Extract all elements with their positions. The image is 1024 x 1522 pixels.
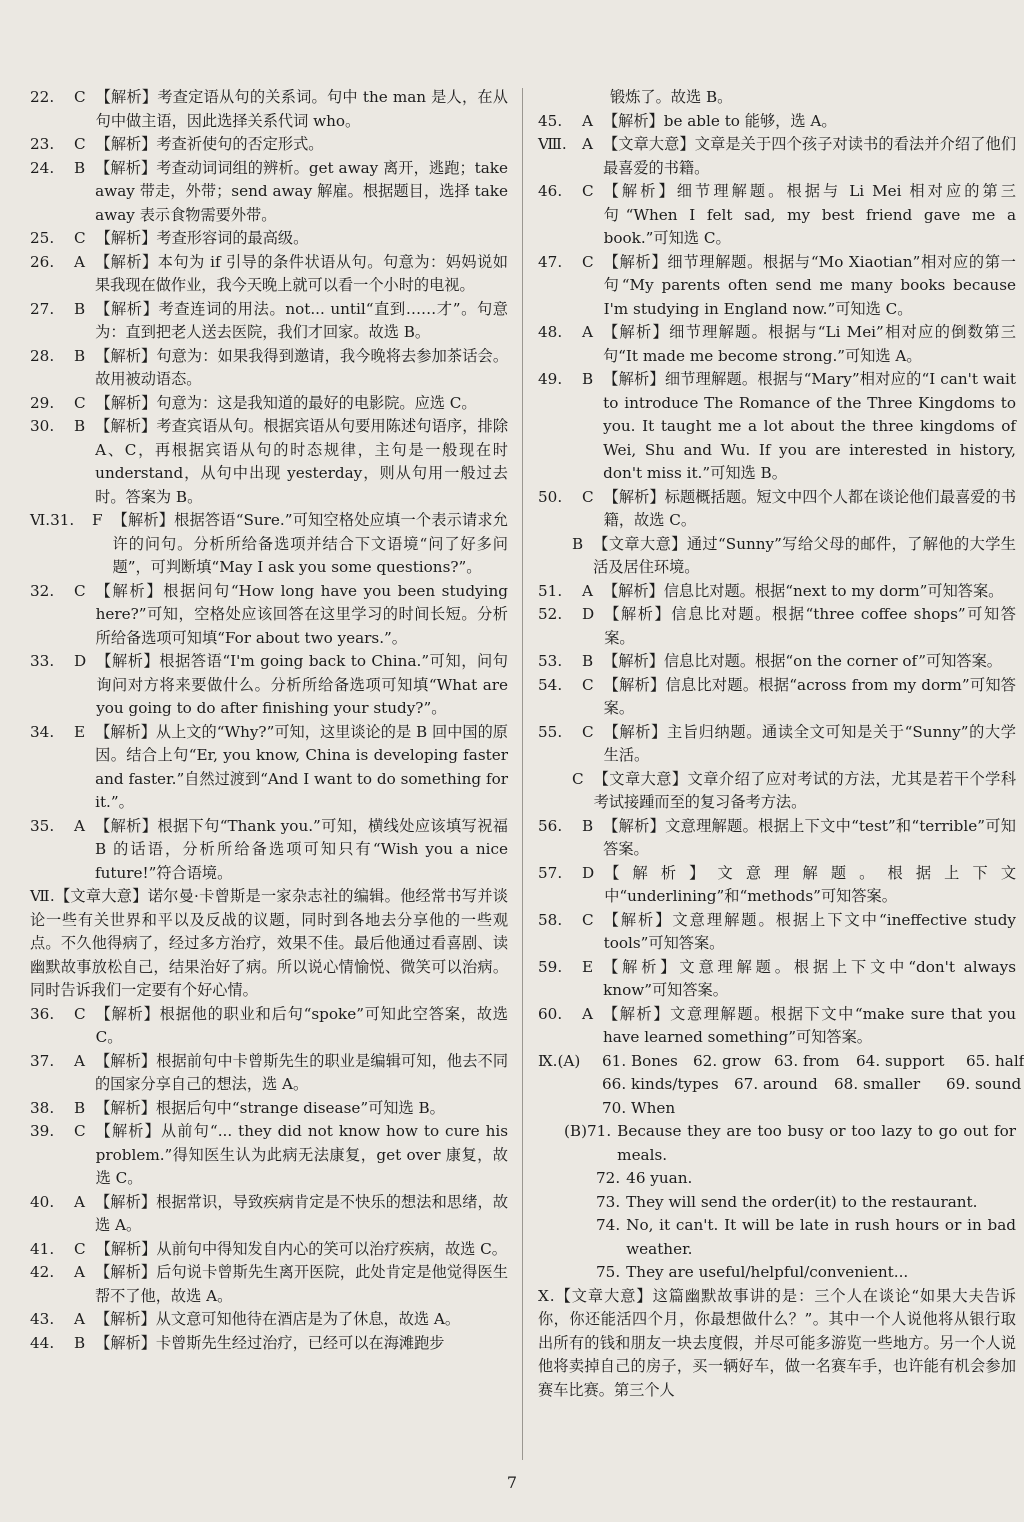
question-number: 30. [30,417,55,435]
answer-letter: A [74,1263,85,1281]
fill-item: 70. When [602,1098,676,1117]
answer-letter: A [582,111,593,130]
explanation-text: 【文章大意】文章是关于四个孩子对读书的看法并介绍了他们最喜爱的书籍。 [602,135,1016,177]
question-number: Ⅵ.31. [30,511,75,529]
explanation-text: 【解析】后句说卡曾斯先生离开医院，此处肯定是他觉得医生帮不了他，故选 A。 [94,1263,508,1305]
fill-item: 69. sound [946,1075,1022,1093]
explanation-text: 【解析】考查定语从句的关系词。句中 the man 是人，在从句中做主语，因此选择关系代词 who。 [95,88,508,130]
answer-entry [30,1097,508,1121]
answer-letter: C [572,769,584,788]
right-column [538,86,1024,1402]
fill-item: 64. support [856,1051,945,1070]
question-number: 48. [538,323,563,341]
question-number: 59. [538,957,563,976]
explanation-text: 【解析】文意理解题。根据下文中“make sure that you have learned something”可知答案。 [602,1004,1016,1046]
answer-entry [30,415,508,509]
question-number: 37. [30,1051,55,1070]
explanation-text: 【解析】文意理解题。根据上下文中“underlining”和“methods”可知答案。 [604,863,1016,905]
question-number: 60. [538,1004,563,1023]
explanation-text: 【解析】考查祈使句的否定形式。 [95,135,324,153]
fill-item: 65. half [966,1051,1024,1070]
question-number: 44. [30,1333,55,1352]
question-number: 47. [538,252,563,271]
answer-letter: C [582,487,594,506]
question-number: 74. [596,1216,621,1234]
answer-letter: C [74,88,86,106]
short-answer-entry [538,1120,1016,1167]
answer-entry [538,133,1016,180]
answer-letter: C [582,722,594,741]
question-number: 45. [538,111,563,130]
explanation-text: 【解析】文意理解题。根据上下文中“ineffective study tools”可知答案。 [603,910,1016,952]
answer-letter: C [582,910,594,929]
answer-entry [538,768,1016,815]
fill-item: 67. around [734,1075,818,1093]
question-number: 51. [538,581,563,600]
answer-entry [30,1238,508,1262]
question-number: 26. [30,252,55,271]
answer-entry [538,110,1016,134]
answer-entry [538,251,1016,322]
question-number: 42. [30,1263,55,1281]
fill-item: 68. smaller [834,1075,921,1093]
answer-letter: C [582,252,594,271]
question-number: 41. [30,1239,55,1258]
answer-letter: A [74,816,85,835]
column-divider [522,88,523,1460]
answer-entry [30,721,508,815]
question-number: 54. [538,675,563,694]
question-number: 72. [596,1169,621,1187]
answer-letter: C [74,581,86,600]
answer-text: They will send the order(it) to the restaurant. [626,1192,978,1211]
answer-letter: C [74,1004,86,1023]
question-number: 25. [30,229,55,247]
explanation-text: 【解析】文意理解题。根据上下文中“test”和“terrible”可知答案。 [603,816,1016,858]
answer-entry [538,368,1016,486]
answer-entry [30,298,508,345]
answer-entry [30,509,508,580]
answer-letter: A [582,135,593,153]
explanation-text: 【解析】be able to 能够，选 A。 [602,111,837,130]
answer-entry [30,157,508,228]
fill-item: 62. grow [693,1051,762,1070]
answer-letter: B [582,652,594,670]
explanation-text: 【解析】细节理解题。根据与 Li Mei 相对应的第三句“When I felt sad, my best friend gave me a book.”可知选 C。 [603,182,1016,247]
answer-letter: B [74,158,86,177]
question-number: 73. [596,1192,621,1211]
explanation-text: 【解析】细节理解题。根据与“Mary”相对应的“I can't wait to introduce The Romance of the Three Kingdoms to you. It taught me a lot about the three kingdoms of Wei, Shu and Wu. If you are interested in history, don't miss it.”可知选 B。 [603,370,1016,482]
answer-letter: E [74,722,86,741]
explanation-text: 【解析】根据常识，导致疾病肯定是不快乐的想法和思绪，故选 A。 [94,1192,508,1234]
answer-entry [538,815,1016,862]
explanation-text: 【解析】信息比对题。根据“next to my dorm”可知答案。 [602,581,1004,600]
answer-letter: D [74,652,87,670]
fill-item: 66. kinds/types [602,1075,719,1093]
answer-letter: C [74,135,86,153]
explanation-text: 【解析】信息比对题。根据“across from my dorm”可知答案。 [603,675,1016,717]
question-number: 39. [30,1122,55,1140]
question-number: 55. [538,722,563,741]
explanation-text: 【解析】句意为：这是我知道的最好的电影院。应选 C。 [95,393,477,412]
question-number: 46. [538,182,563,200]
answer-letter: B [74,299,86,318]
answer-letter: B [582,816,594,835]
question-number: 36. [30,1004,55,1023]
question-number: 75. [596,1263,621,1281]
right-entries [538,110,1016,1050]
question-number: 35. [30,816,55,835]
explanation-text: 【解析】句意为：如果我得到邀请，我今晚将去参加茶话会。故用被动语态。 [95,346,508,388]
fill-row-1 [538,1050,1024,1074]
answer-entry [538,674,1016,721]
continued-text: 锻炼了。故选 B。 [610,88,733,106]
answer-entry [30,86,508,133]
answer-letter: A [582,323,593,341]
answer-entry [30,1261,508,1308]
answer-letter: B [74,1333,86,1352]
answer-letter: B [572,534,584,553]
explanation-text: 【解析】考查形容词的最高级。 [95,229,309,247]
answer-letter: B [74,1098,86,1117]
question-number: 40. [30,1192,55,1211]
answer-entry [30,133,508,157]
explanation-text: 【解析】根据他的职业和后句“spoke”可知此空答案，故选 C。 [95,1004,508,1046]
answer-letter: E [582,957,594,976]
answer-text: 46 yuan. [626,1169,693,1187]
explanation-text: 【解析】考查宾语从句。根据宾语从句要用陈述句语序，排除 A、C，再根据宾语从句的时态规律，主句是一般现在时 understand，从句中出现 yesterday，则从句用一般过去时。答案为 B。 [95,417,508,506]
answer-text: They are useful/helpful/convenient... [626,1263,909,1281]
answer-entry [30,1308,508,1332]
answer-entry [30,650,508,721]
answer-letter: A [582,1004,593,1023]
answer-letter: C [74,1239,86,1258]
answer-entry [30,227,508,251]
question-number: 27. [30,299,55,318]
short-answer-entry [538,1191,1016,1215]
answer-letter: A [74,252,85,271]
section-ix-b [538,1120,1016,1285]
answer-entry [538,580,1016,604]
answer-entry [538,721,1016,768]
answer-entry [538,862,1016,909]
answer-letter: C [582,182,594,200]
answer-letter: C [74,393,86,412]
question-number: 34. [30,722,55,741]
question-number: 52. [538,605,563,623]
answer-entry [538,180,1016,251]
answer-letter: A [74,1192,85,1211]
answer-entry [538,533,1016,580]
explanation-text: 【解析】细节理解题。根据与“Li Mei”相对应的倒数第三句“It made me become strong.”可知选 A。 [602,323,1016,365]
explanation-text: 【解析】从前句“... they did not know how to cure his problem.”得知医生认为此病无法康复，get over 康复，故选 C。 [95,1122,508,1187]
answer-entry [538,603,1016,650]
explanation-text: 【解析】根据后句中“strange disease”可知选 B。 [95,1098,445,1117]
short-answer-entry [538,1214,1016,1261]
section-x-summary: Ⅹ.【文章大意】这篇幽默故事讲的是：三个人在谈论“如果大夫告诉你，你还能活四个月，你最想做什么？”。其中一个人说他将从银行取出所有的钱和朋友一块去度假，并尽可能多游览一些地方。另一个人说他将卖掉自己的房子，买一辆好车，做一名赛车手，也许能有机会参加赛车比赛。第三个人 [538,1286,1016,1399]
explanation-text: 【解析】根据答语“I'm going back to China.”可知，问句询问对方将来要做什么。分析所给备选项可知填“What are you going to do after finishing your study?”。 [96,652,508,717]
question-number: 24. [30,158,55,177]
short-answer-entry [538,1261,1016,1285]
fill-label: Ⅸ.(A) [538,1051,581,1070]
answer-letter: C [74,1122,86,1140]
explanation-text: 【解析】信息比对题。根据“on the corner of”可知答案。 [603,652,1002,670]
answer-entry [30,345,508,392]
question-number: 58. [538,910,563,929]
question-number: 49. [538,370,563,388]
answer-letter: B [74,417,86,435]
answer-entry [30,1120,508,1191]
explanation-text: 【解析】标题概括题。短文中四个人都在谈论他们最喜爱的书籍，故选 C。 [603,487,1016,529]
section-ix-a [538,1050,1024,1121]
explanation-text: 【解析】从上文的“Why?”可知，这里谈论的是 B 回中国的原因。结合上句“Er, you know, China is developing faster and faster.”自然过渡到“And I want to do something for it.”。 [95,722,509,811]
fill-item: 61. Bones [602,1051,678,1070]
question-number [538,768,572,815]
question-number: 56. [538,816,563,835]
answer-text: No, it can't. It will be late in rush hours or in bad weather. [626,1216,1016,1258]
fill-row-3 [538,1097,1016,1121]
explanation-text: 【解析】考查动词词组的辨析。get away 离开，逃跑；take away 带走，外带；send away 解雇。根据题目，选择 take away 表示食物需要外带。 [95,158,508,224]
explanation-text: 【解析】文意理解题。根据上下文中“don't always know”可知答案。 [603,957,1016,999]
page-number: 7 [506,1473,518,1492]
answer-letter: B [582,370,594,388]
explanation-text: 【解析】主旨归纳题。通读全文可知是关于“Sunny”的大学生活。 [603,722,1016,764]
question-number: 28. [30,346,55,365]
answer-entry [538,1003,1016,1050]
answer-entry [30,251,508,298]
question-number: 53. [538,652,563,670]
question-number: 29. [30,393,55,412]
answer-entry [538,909,1016,956]
answer-entry [30,1191,508,1238]
question-number [538,533,572,580]
explanation-text: 【解析】考查连词的用法。not... until“直到……才”。句意为：直到把老人送去医院，我们才回家。故选 B。 [95,299,508,341]
answer-letter: B [74,346,86,365]
question-number: (B)71. [564,1122,612,1140]
question-number: 32. [30,581,55,600]
answer-letter: C [74,229,86,247]
explanation-text: 【文章大意】文章介绍了应对考试的方法，尤其是若干个学科考试接踵而至的复习备考方法。 [593,769,1016,811]
question-number: 43. [30,1310,55,1328]
answer-entry [30,815,508,886]
answer-letter: A [74,1051,85,1070]
explanation-text: 【解析】卡曾斯先生经过治疗，已经可以在海滩跑步 [95,1333,445,1352]
answer-entry [30,1050,508,1097]
fill-row-2 [538,1073,1022,1097]
short-answer-entry [538,1167,1016,1191]
question-number: 57. [538,863,563,882]
explanation-text: 【解析】从文意可知他待在酒店是为了休息，故选 A。 [94,1310,461,1328]
answer-entry [30,580,508,651]
explanation-text: 【解析】细节理解题。根据与“Mo Xiaotian”相对应的第一句“My parents often send me many books because I'm studying in England now.”可知选 C。 [603,252,1016,318]
answer-letter: F [92,511,103,529]
answer-letter: C [582,675,594,694]
answer-entry [30,1332,508,1356]
explanation-text: 【解析】根据下句“Thank you.”可知，横线处应该填写祝福 B 的话语，分析所给备选项可知只有“Wish you a nice future!”符合语境。 [94,816,508,882]
left-column [30,86,508,1355]
answer-entry [30,392,508,416]
answer-entry [538,650,1016,674]
answer-letter: A [582,581,593,600]
answer-entry [538,321,1016,368]
explanation-text: 【解析】根据答语“Sure.”可知空格处应填一个表示请求允许的问句。分析所给备选项并结合下文语境“问了好多问题”，可判断填“May I ask you some questions?”。 [112,511,508,576]
question-number: Ⅷ. [538,135,567,153]
answer-entry [30,1003,508,1050]
answer-letter: A [74,1310,85,1328]
explanation-text: 【解析】根据问句“How long have you been studying here?”可知，空格处应该回答在这里学习的时间长短。分析所给备选项可知填“For about two years.”。 [95,581,508,647]
explanation-text: 【解析】根据前句中卡曾斯先生的职业是编辑可知，他去不同的国家分享自己的想法，选 A。 [94,1051,508,1093]
explanation-text: 【解析】本句为 if 引导的条件状语从句。句意为：妈妈说如果我现在做作业，我今天晚上就可以看一个小时的电视。 [94,252,508,294]
answer-entry [538,956,1016,1003]
question-number: 33. [30,652,55,670]
fill-item: 63. from [774,1051,840,1070]
explanation-text: 【解析】信息比对题。根据“three coffee shops”可知答案。 [604,605,1016,647]
explanation-text: 【解析】从前句中得知发自内心的笑可以治疗疾病，故选 C。 [95,1239,507,1258]
section-summary: Ⅶ.【文章大意】诺尔曼·卡曾斯是一家杂志社的编辑。他经常书写并谈论一些有关世界和平以及反战的议题，同时到各地去分享他的一些观点。不久他得病了，经过多方治疗，效果不佳。最后他通过看喜剧、读幽默故事放松自己，结果治好了病。所以说心情愉悦、微笑可以治病。同时告诉我们一定要有个好心情。 [30,887,508,999]
question-number: 23. [30,135,55,153]
explanation-text: 【文章大意】通过“Sunny”写给父母的邮件，了解他的大学生活及居住环境。 [593,534,1016,576]
answer-entry [538,486,1016,533]
question-number: 22. [30,88,55,106]
answer-letter: D [582,605,595,623]
answer-letter: D [582,863,595,882]
question-number: 50. [538,487,563,506]
question-number: 38. [30,1098,55,1117]
answer-text: Because they are too busy or too lazy to go out for meals. [617,1122,1016,1164]
